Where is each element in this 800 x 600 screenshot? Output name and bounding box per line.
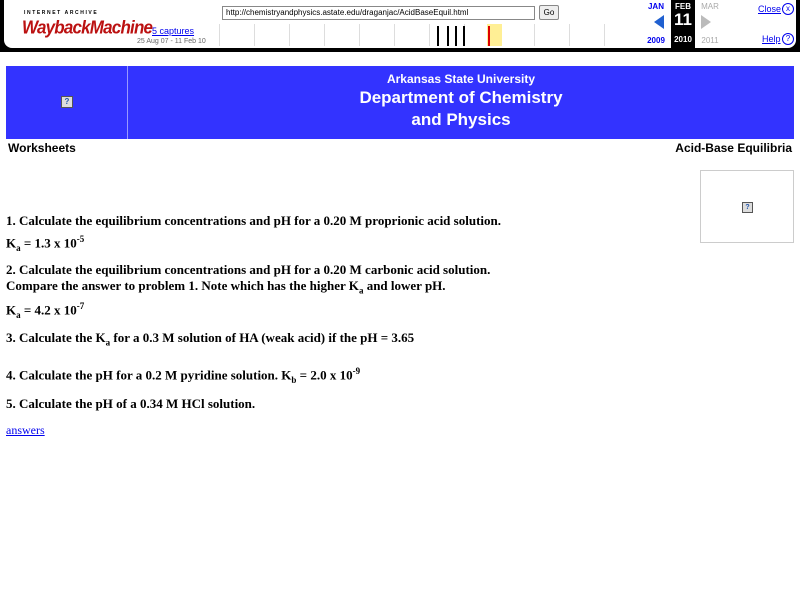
sparkline-current-capture[interactable] [488, 26, 490, 46]
prev-capture-arrow-icon[interactable] [654, 15, 664, 29]
wayback-logo[interactable] [18, 5, 153, 41]
k-subscript: a [358, 285, 364, 296]
url-input[interactable]: http://chemistryandphysics.astate.edu/draganjac/AcidBaseEquil.html [222, 6, 535, 20]
broken-image-icon: ? [742, 202, 753, 213]
sparkline-year-divider [324, 24, 325, 46]
captures-link[interactable]: 5 captures [152, 26, 195, 36]
sparkline-year-divider [394, 24, 395, 46]
question-2-constant [6, 298, 84, 323]
sparkline-year-divider [604, 24, 605, 46]
question-3 [6, 330, 414, 351]
answers-link[interactable]: answers [6, 423, 45, 437]
sparkline-year-divider [534, 24, 535, 46]
sparkline-capture-bar[interactable] [455, 26, 457, 46]
sparkline-capture-bar[interactable] [463, 26, 465, 46]
university-name: Arkansas State University [386, 72, 536, 86]
sparkline-year-divider [289, 24, 290, 46]
department-title [128, 87, 794, 131]
question-1: 1. Calculate the equilibrium concentrations and pH for a 0.20 M proprionic acid solution. [6, 213, 501, 228]
k-subscript: a [105, 337, 111, 348]
next-month-label: MAR [701, 2, 719, 11]
department-title-line2: and Physics [411, 110, 511, 129]
k-exponent: -7 [76, 301, 85, 311]
next-year-label: 2011 [701, 36, 719, 45]
question-2: 2. Calculate the equilibrium concentrations and pH for a 0.20 M carbonic acid solution. [6, 262, 491, 277]
sparkline-year-divider [359, 24, 360, 46]
current-capture-date [671, 0, 695, 48]
k-value: = 1.3 x 10 [20, 235, 77, 251]
sparkline-year-divider [219, 24, 220, 46]
sparkline-capture-bar[interactable] [447, 26, 449, 46]
close-icon[interactable]: x [782, 3, 794, 15]
q2-cont-text: Compare the answer to problem 1. Note which has the higher K [6, 278, 359, 293]
question-1-constant [6, 231, 84, 256]
k-subscript: a [16, 242, 21, 253]
k-subscript: b [291, 374, 297, 385]
side-image-placeholder [700, 170, 794, 243]
wayback-toolbar [0, 0, 800, 52]
captures-range: 25 Aug 07 - 11 Feb 10 [137, 38, 206, 45]
current-year: 2010 [674, 35, 692, 44]
k-symbol: K [6, 302, 17, 318]
k-value: = 2.0 x 10 [296, 367, 353, 383]
site-header [6, 66, 794, 139]
close-link[interactable]: Close [758, 4, 782, 14]
k-value: = 4.2 x 10 [20, 302, 77, 318]
q3-text: 3. Calculate the K [6, 330, 106, 345]
question-5: 5. Calculate the pH of a 0.34 M HCl solution. [6, 396, 256, 411]
next-capture-arrow-icon [701, 15, 711, 29]
prev-year-link[interactable]: 2009 [647, 36, 665, 45]
q3-text-end: for a 0.3 M solution of HA (weak acid) if the pH = 3.65 [110, 330, 415, 345]
broken-image-icon: ? [61, 96, 73, 108]
current-day: 11 [674, 10, 692, 29]
wayback-toolbar-panel [4, 0, 796, 48]
k-subscript: a [16, 309, 21, 320]
go-button[interactable]: Go [539, 5, 559, 20]
k-exponent: -5 [76, 234, 85, 244]
question-2-continued [6, 278, 446, 299]
sparkline-year-divider [254, 24, 255, 46]
k-exponent: -9 [352, 366, 361, 376]
sparkline-year-divider [429, 24, 430, 46]
current-month: FEB [675, 2, 691, 11]
q4-text: 4. Calculate the pH for a 0.2 M pyridine solution. K [6, 367, 292, 383]
wayback-logo-top: INTERNET ARCHIVE [24, 10, 99, 16]
sparkline-capture-bar[interactable] [437, 26, 439, 46]
question-4 [6, 363, 360, 388]
capture-sparkline[interactable] [219, 24, 641, 46]
prev-month-link[interactable]: JAN [647, 2, 664, 11]
help-link[interactable]: Help [762, 34, 781, 44]
help-icon[interactable]: ? [782, 33, 794, 45]
worksheets-label: Worksheets [8, 141, 76, 155]
k-symbol: K [6, 235, 17, 251]
department-title-line1: Department of Chemistry [359, 88, 563, 107]
sparkline-year-divider [569, 24, 570, 46]
wayback-logo-main: WaybackMachine [22, 17, 153, 38]
page-topic-label: Acid-Base Equilibria [675, 141, 792, 155]
q2-cont-end: and lower pH. [363, 278, 446, 293]
